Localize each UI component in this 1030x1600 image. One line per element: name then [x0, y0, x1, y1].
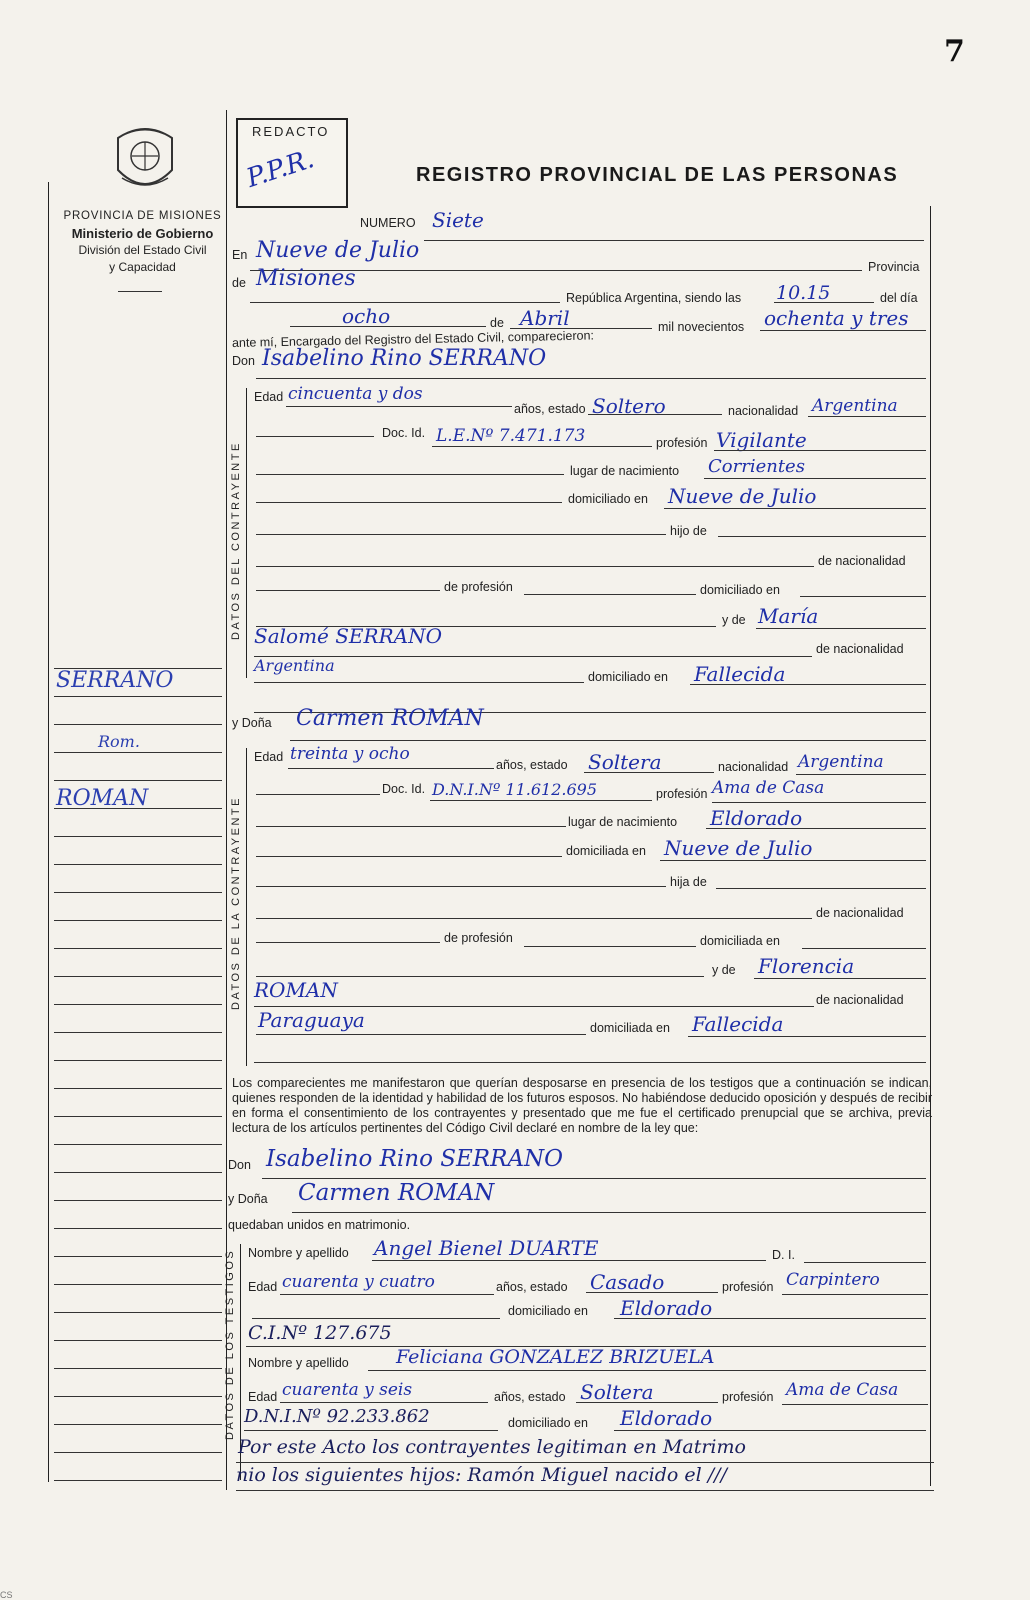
- domiciliado-label-3: domiciliado en: [588, 670, 668, 684]
- t1-domicilio: Eldorado: [620, 1296, 713, 1320]
- province-label: PROVINCIA DE MISIONES: [63, 210, 222, 222]
- day-value: ocho: [342, 304, 391, 328]
- en-value: Nueve de Julio: [256, 238, 420, 263]
- t2-nombre-label: Nombre y apellido: [248, 1356, 349, 1370]
- doc-label: Doc. Id.: [382, 426, 426, 440]
- contrayente-madre-nac: Argentina: [254, 656, 335, 675]
- t2-domicilio: Eldorado: [620, 1406, 713, 1430]
- t1-nombre-label: Nombre y apellido: [248, 1246, 349, 1260]
- t2-nombre: Feliciana GONZALEZ BRIZUELA: [396, 1346, 715, 1368]
- contrayente-domicilio: Nueve de Julio: [668, 484, 817, 508]
- t1-nombre: Angel Bienel DUARTE: [374, 1236, 599, 1260]
- redacto-initials: P.P.R.: [243, 144, 318, 194]
- contrayenta-doc: D.N.I.Nº 11.612.695: [432, 780, 598, 799]
- en-label: En: [232, 248, 248, 262]
- y-de-label-2: y de: [712, 963, 736, 977]
- t1-di-label: D. I.: [772, 1248, 795, 1262]
- contrayenta-madre-nac: Paraguaya: [258, 1008, 365, 1032]
- contrayenta-estado: Soltera: [588, 750, 662, 774]
- anios-estado-label-2: años, estado: [496, 758, 568, 772]
- t2-profesion-label: profesión: [722, 1390, 774, 1404]
- t2-edad-label: Edad: [248, 1390, 278, 1404]
- contrayente-madre: María: [758, 604, 819, 628]
- contrayente-side-label: DATOS DEL CONTRAYENTE: [230, 441, 242, 640]
- t2-profesion: Ama de Casa: [786, 1380, 899, 1400]
- declaration-text: Los comparecientes me manifestaron que querían desposarse en presencia de los testigos que a continuación se indican, quienes responden de la identidad y habilidad de los futuros esposos. No habiéndose deducido oposición y después de recibir en forma el consentimiento de los contrayentes y presentado que me fue el certificado prenupcial que se archiva, previa lectura de los artículos pertinentes del Código Civil declaré en nombre de la ley que:: [232, 1076, 932, 1135]
- t2-anios-label: años, estado: [494, 1390, 566, 1404]
- ministry-label: Ministerio de Gobierno: [71, 226, 214, 241]
- de-nacionalidad-label: de nacionalidad: [818, 554, 906, 568]
- de-label-2: de: [490, 316, 504, 330]
- t1-profesion-label: profesión: [722, 1280, 774, 1294]
- domiciliada-label-2: domiciliada en: [700, 934, 780, 948]
- edad-label-2: Edad: [254, 750, 284, 764]
- contrayente-doc: L.E.Nº 7.471.173: [436, 426, 586, 446]
- contrayente-profesion: Vigilante: [716, 428, 807, 452]
- contrayenta-nacionalidad: Argentina: [798, 752, 884, 772]
- margin-note-rom: Rom.: [98, 732, 140, 751]
- contrayenta-madre-apellido: ROMAN: [254, 978, 338, 1002]
- de-profesion-label-2: de profesión: [444, 931, 513, 945]
- numero-value: Siete: [432, 208, 484, 232]
- margin-note-serrano: SERRANO: [56, 668, 174, 693]
- contrayenta-lugar: Eldorado: [710, 806, 803, 830]
- lugar-label: lugar de nacimiento: [570, 464, 680, 478]
- contrayente-name: Isabelino Rino SERRANO: [262, 346, 547, 371]
- t1-doc: C.I.Nº 127.675: [248, 1322, 392, 1344]
- don-label: Don: [232, 354, 255, 368]
- del-dia-label: del día: [880, 291, 918, 305]
- month-value: Abril: [520, 306, 570, 330]
- mil-label: mil novecientos: [658, 320, 745, 334]
- domiciliada-label: domiciliada en: [566, 844, 646, 858]
- contrayente-madre-apellido: Salomé SERRANO: [254, 624, 442, 648]
- union-don-label: Don: [228, 1158, 251, 1172]
- profesion-label-2: profesión: [656, 787, 708, 801]
- capacity-label: y Capacidad: [109, 260, 176, 274]
- hijo-de-label: hijo de: [670, 524, 707, 538]
- contrayenta-madre-domicilio: Fallecida: [692, 1012, 784, 1036]
- redacto-box: [236, 118, 348, 208]
- edad-label: Edad: [254, 390, 284, 404]
- t1-domic-label: domiciliado en: [508, 1304, 588, 1318]
- t1-estado: Casado: [590, 1270, 665, 1294]
- contrayenta-name: Carmen ROMAN: [296, 706, 484, 731]
- time-value: 10.15: [776, 282, 831, 304]
- scanner-mark: CS: [0, 1590, 13, 1600]
- t1-edad: cuarenta y cuatro: [282, 1272, 435, 1292]
- contrayenta-domicilio: Nueve de Julio: [664, 836, 813, 860]
- hija-de-label: hija de: [670, 875, 707, 889]
- t1-profesion: Carpintero: [786, 1270, 880, 1290]
- domiciliado-label: domiciliado en: [568, 492, 648, 506]
- redacto-label: REDACTO: [252, 124, 330, 139]
- de-nacionalidad-label-3: de nacionalidad: [816, 906, 904, 920]
- contrayente-estado: Soltero: [592, 394, 666, 418]
- union-dona-name: Carmen ROMAN: [298, 1180, 495, 1206]
- nacionalidad-label-2: nacionalidad: [718, 760, 789, 774]
- page-number: 7: [944, 34, 965, 69]
- quedaban-text: quedaban unidos en matrimonio.: [228, 1218, 411, 1232]
- doc-label-2: Doc. Id.: [382, 782, 426, 796]
- contrayenta-edad: treinta y ocho: [290, 744, 410, 764]
- profesion-label: profesión: [656, 436, 708, 450]
- year-value: ochenta y tres: [764, 306, 909, 330]
- contrayenta-madre: Florencia: [758, 954, 855, 978]
- de-label: de: [232, 276, 246, 290]
- closing-line-1: Por este Acto los contrayentes legitiman en Matrimo: [238, 1436, 746, 1458]
- domiciliado-label-2: domiciliado en: [700, 583, 780, 597]
- de-nacionalidad-label-2: de nacionalidad: [816, 642, 904, 656]
- contrayente-lugar: Corrientes: [708, 456, 805, 477]
- nacionalidad-label: nacionalidad: [728, 404, 799, 418]
- anios-estado-label: años, estado: [514, 402, 586, 416]
- contrayente-madre-domicilio: Fallecida: [694, 662, 786, 686]
- y-dona-label: y Doña: [232, 716, 272, 730]
- contrayenta-profesion: Ama de Casa: [712, 778, 825, 798]
- t2-doc: D.N.I.Nº 92.233.862: [244, 1406, 430, 1427]
- closing-line-2: nio los siguientes hijos: Ramón Miguel nacido el ///: [236, 1464, 727, 1486]
- division-label: División del Estado Civil: [78, 243, 207, 257]
- t2-domic-label: domiciliado en: [508, 1416, 588, 1430]
- ante-text: ante mí, Encargado del Registro del Estado Civil, comparecieron:: [231, 328, 595, 350]
- document-title: REGISTRO PROVINCIAL DE LAS PERSONAS: [416, 164, 899, 186]
- union-dona-label: y Doña: [228, 1192, 268, 1206]
- de-nacionalidad-label-4: de nacionalidad: [816, 993, 904, 1007]
- numero-label: NUMERO: [360, 216, 416, 230]
- republica-label: República Argentina, siendo las: [566, 291, 742, 305]
- t2-estado: Soltera: [580, 1380, 654, 1404]
- left-header: [60, 150, 225, 276]
- t2-edad: cuarenta y seis: [282, 1380, 413, 1400]
- t1-edad-label: Edad: [248, 1280, 278, 1294]
- margin-note-roman: ROMAN: [56, 786, 149, 811]
- domiciliada-label-3: domiciliada en: [590, 1021, 670, 1035]
- de-profesion-label: de profesión: [444, 580, 513, 594]
- union-don-name: Isabelino Rino SERRANO: [266, 1146, 564, 1172]
- provincia-label: Provincia: [868, 260, 920, 274]
- de-value: Misiones: [256, 266, 356, 291]
- contrayenta-side-label: DATOS DE LA CONTRAYENTE: [230, 796, 242, 1010]
- contrayente-edad: cincuenta y dos: [288, 384, 423, 404]
- testigos-side-label: DATOS DE LOS TESTIGOS: [224, 1248, 236, 1440]
- t1-anios-label: años, estado: [496, 1280, 568, 1294]
- contrayente-nacionalidad: Argentina: [812, 396, 898, 416]
- lugar-label-2: lugar de nacimiento: [568, 815, 678, 829]
- y-de-label: y de: [722, 613, 746, 627]
